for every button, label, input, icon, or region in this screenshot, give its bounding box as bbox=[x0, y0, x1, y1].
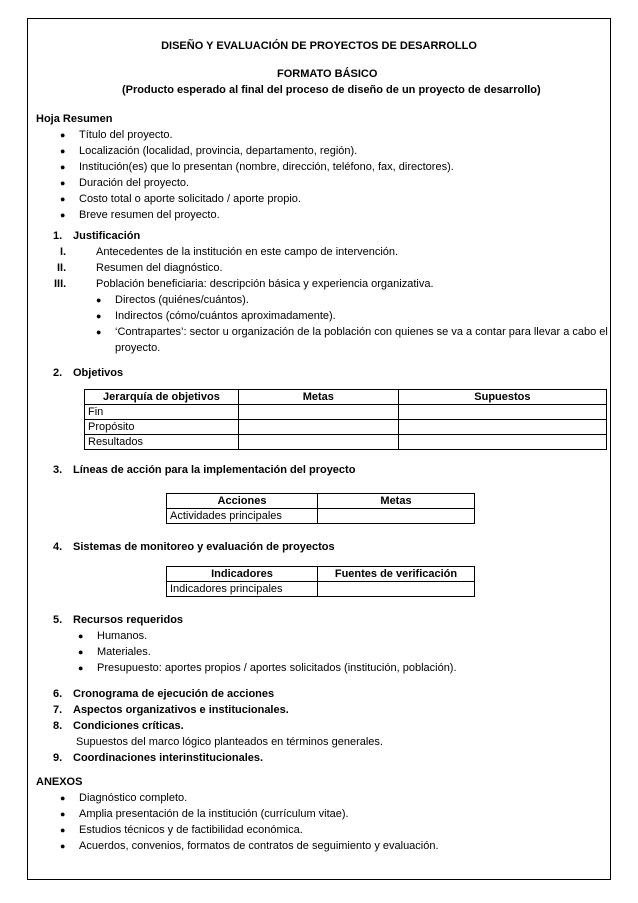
bullet-icon: ● bbox=[60, 194, 66, 204]
table-cell-empty[interactable] bbox=[398, 435, 606, 450]
bullet-icon: ● bbox=[60, 841, 66, 851]
bullet-icon: ● bbox=[78, 647, 84, 657]
section-number: 5. bbox=[53, 614, 63, 626]
objetivos-heading: Objetivos bbox=[73, 367, 124, 379]
roman-numeral: II. bbox=[57, 262, 67, 274]
table-row bbox=[167, 509, 475, 524]
section-number: 4. bbox=[53, 541, 63, 553]
table-cell-empty[interactable] bbox=[318, 509, 475, 524]
table-cell: Fin bbox=[85, 405, 239, 420]
resumen-item: Título del proyecto. bbox=[79, 129, 173, 141]
bullet-icon: ● bbox=[96, 327, 102, 337]
anexos-item: Acuerdos, convenios, formatos de contratos de seguimiento y evaluación. bbox=[79, 840, 439, 852]
section-number: 2. bbox=[53, 367, 63, 379]
section-number: 9. bbox=[53, 752, 63, 764]
resumen-heading: Hoja Resumen bbox=[36, 113, 113, 125]
justificacion-item: Población beneficiaria: descripción básica y experiencia organizativa. bbox=[96, 278, 434, 290]
bullet-icon: ● bbox=[60, 210, 66, 220]
bullet-icon: ● bbox=[96, 295, 102, 305]
table-header: Supuestos bbox=[398, 390, 606, 405]
table-cell-empty[interactable] bbox=[398, 405, 606, 420]
document-subtitle: FORMATO BÁSICO bbox=[277, 68, 378, 80]
anexos-item: Estudios técnicos y de factibilidad económica. bbox=[79, 824, 303, 836]
bullet-icon: ● bbox=[60, 793, 66, 803]
resumen-item: Localización (localidad, provincia, departamento, región). bbox=[79, 145, 358, 157]
monitoreo-table bbox=[166, 566, 475, 597]
bullet-icon: ● bbox=[60, 130, 66, 140]
roman-numeral: I. bbox=[60, 246, 67, 258]
recursos-heading: Recursos requeridos bbox=[73, 614, 184, 626]
lineas-heading: Líneas de acción para la implementación del proyecto bbox=[73, 464, 356, 476]
table-header: Indicadores bbox=[167, 567, 318, 582]
bullet-icon: ● bbox=[60, 825, 66, 835]
lineas-table bbox=[166, 493, 475, 524]
resumen-item: Institución(es) que lo presentan (nombre, dirección, teléfono, fax, directores). bbox=[79, 161, 454, 173]
bullet-icon: ● bbox=[60, 162, 66, 172]
table-cell-empty[interactable] bbox=[238, 435, 398, 450]
roman-numeral: III. bbox=[54, 278, 67, 290]
table-header: Acciones bbox=[167, 494, 318, 509]
aspectos-heading: Aspectos organizativos e institucionales. bbox=[73, 704, 289, 716]
objetivos-table bbox=[84, 389, 607, 450]
coordinaciones-heading: Coordinaciones interinstitucionales. bbox=[73, 752, 264, 764]
monitoreo-heading: Sistemas de monitoreo y evaluación de proyectos bbox=[73, 541, 335, 553]
table-cell-empty[interactable] bbox=[398, 420, 606, 435]
table-row bbox=[167, 582, 475, 597]
bullet-icon: ● bbox=[78, 663, 84, 673]
bullet-icon: ● bbox=[96, 311, 102, 321]
document-description: (Producto esperado al final del proceso de diseño de un proyecto de desarrollo) bbox=[122, 84, 541, 96]
bullet-icon: ● bbox=[78, 631, 84, 641]
section-number: 6. bbox=[53, 688, 63, 700]
table-cell: Indicadores principales bbox=[167, 582, 318, 597]
table-row bbox=[85, 405, 607, 420]
table-header: Metas bbox=[238, 390, 398, 405]
condiciones-text: Supuestos del marco lógico planteados en términos generales. bbox=[76, 736, 383, 748]
justificacion-sub-item: Indirectos (cómo/cuántos aproximadamente). bbox=[115, 310, 336, 322]
anexos-heading: ANEXOS bbox=[36, 776, 83, 788]
table-cell-empty[interactable] bbox=[238, 420, 398, 435]
justificacion-item: Antecedentes de la institución en este campo de intervención. bbox=[96, 246, 399, 258]
anexos-item: Diagnóstico completo. bbox=[79, 792, 188, 804]
bullet-icon: ● bbox=[60, 146, 66, 156]
cronograma-heading: Cronograma de ejecución de acciones bbox=[73, 688, 275, 700]
condiciones-heading: Condiciones críticas. bbox=[73, 720, 184, 732]
table-header-row bbox=[167, 494, 475, 509]
table-cell: Propósito bbox=[85, 420, 239, 435]
justificacion-sub-item: Directos (quiénes/cuántos). bbox=[115, 294, 249, 306]
justificacion-item: Resumen del diagnóstico. bbox=[96, 262, 223, 274]
table-row bbox=[85, 420, 607, 435]
justificacion-heading: Justificación bbox=[73, 230, 141, 242]
bullet-icon: ● bbox=[60, 809, 66, 819]
anexos-item: Amplia presentación de la institución (currículum vitae). bbox=[79, 808, 349, 820]
table-cell: Resultados bbox=[85, 435, 239, 450]
table-cell-empty[interactable] bbox=[318, 582, 475, 597]
recursos-item: Materiales. bbox=[97, 646, 151, 658]
table-header-row bbox=[167, 567, 475, 582]
section-number: 3. bbox=[53, 464, 63, 476]
section-number: 8. bbox=[53, 720, 63, 732]
table-cell: Actividades principales bbox=[167, 509, 318, 524]
document-title: DISEÑO Y EVALUACIÓN DE PROYECTOS DE DESARROLLO bbox=[161, 40, 477, 52]
resumen-item: Breve resumen del proyecto. bbox=[79, 209, 220, 221]
section-number: 7. bbox=[53, 704, 63, 716]
justificacion-sub-item-continuation: proyecto. bbox=[115, 342, 161, 354]
section-number: 1. bbox=[53, 230, 63, 242]
table-cell-empty[interactable] bbox=[238, 405, 398, 420]
resumen-item: Costo total o aporte solicitado / aporte propio. bbox=[79, 193, 301, 205]
table-row bbox=[85, 435, 607, 450]
table-header: Jerarquía de objetivos bbox=[85, 390, 239, 405]
table-header: Metas bbox=[318, 494, 475, 509]
recursos-item: Humanos. bbox=[97, 630, 148, 642]
recursos-item: Presupuesto: aportes propios / aportes solicitados (institución, población). bbox=[97, 662, 457, 674]
table-header-row bbox=[85, 390, 607, 405]
bullet-icon: ● bbox=[60, 178, 66, 188]
table-header: Fuentes de verificación bbox=[318, 567, 475, 582]
justificacion-sub-item: ‘Contrapartes’: sector u organización de la población con quienes se va a contar para llevar a cabo el bbox=[115, 326, 608, 338]
resumen-item: Duración del proyecto. bbox=[79, 177, 190, 189]
